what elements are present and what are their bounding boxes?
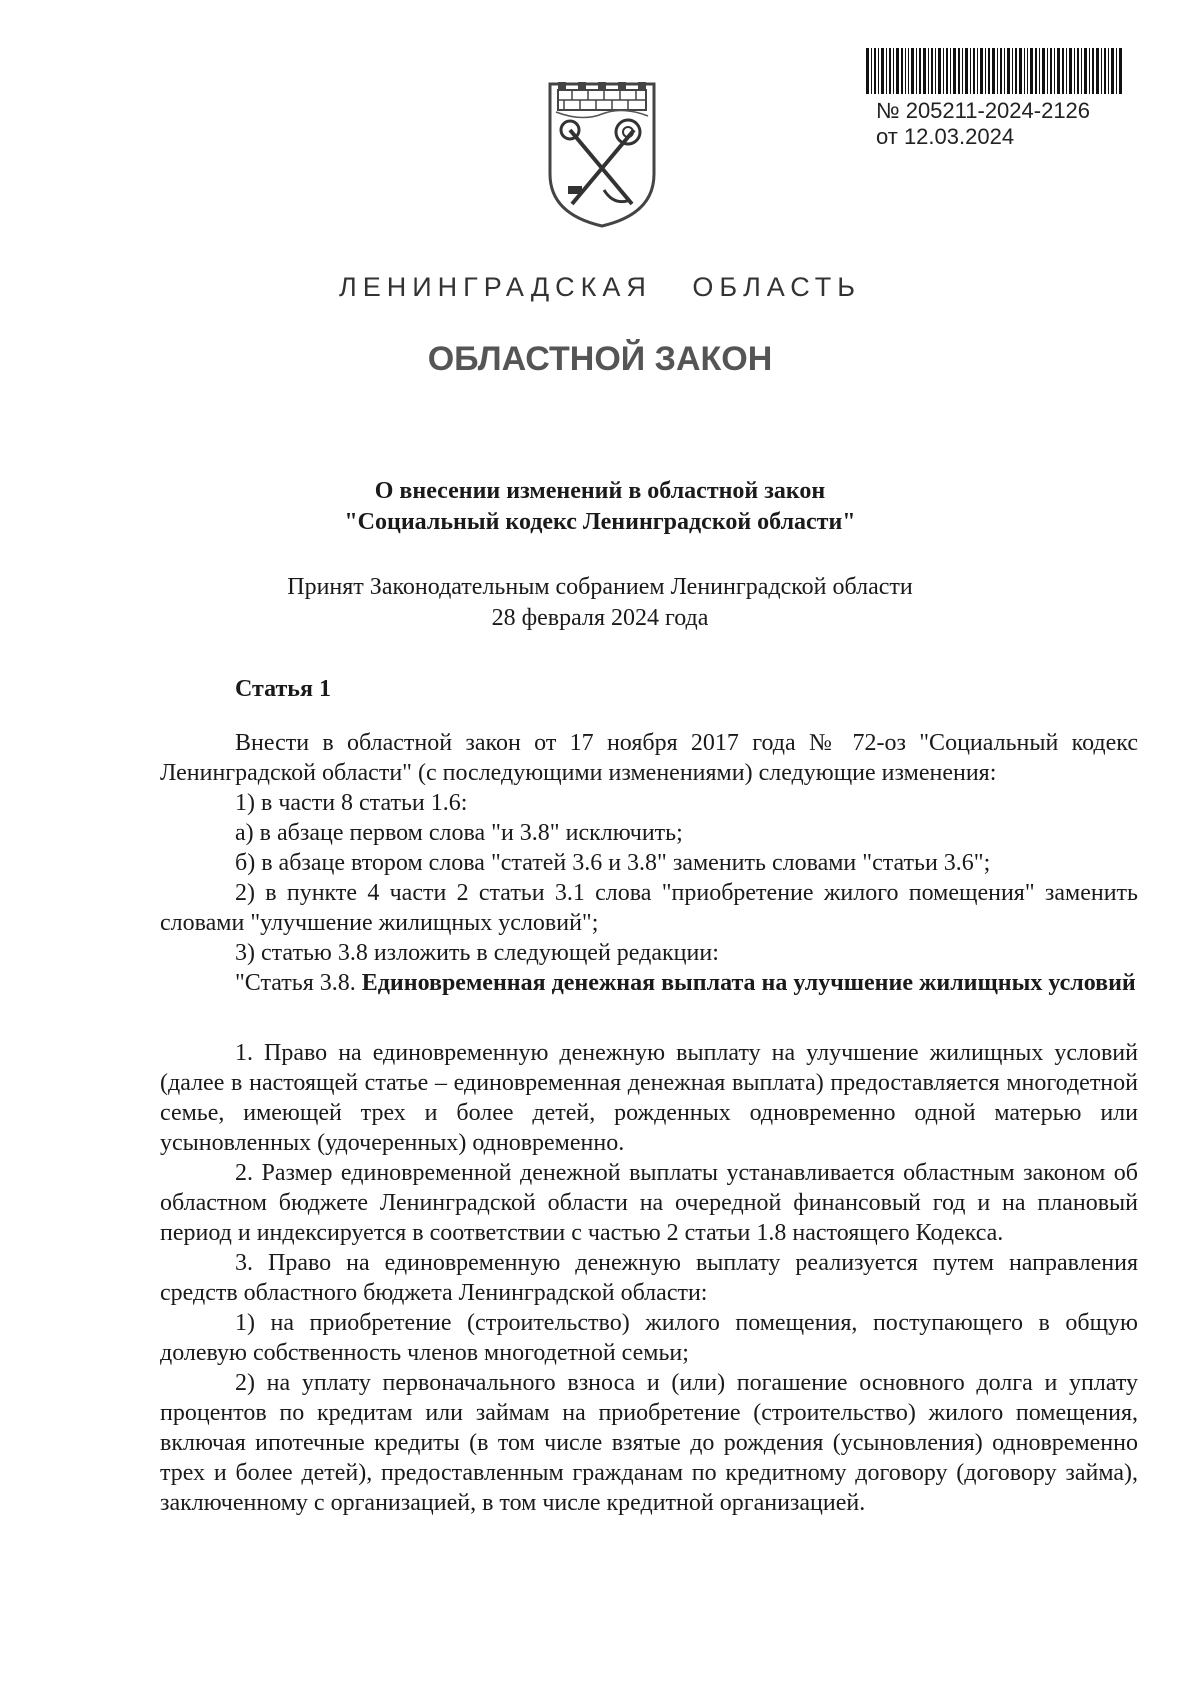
barcode (866, 48, 1122, 94)
paragraph-section-3-2: 2) на уплату первоначального взноса и (или) погашение основного долга и уплату процентов по кредитам или займам на приобретение (строительство) жилого помещения, включая ипотечные кредиты (в том числе взятые до рождения (усыновления) одновременно трех и более детей), предоставленным гражданам по кредитному договору (договору займа), заключенному с организацией, в том числе кредитной организацией. (160, 1370, 1138, 1516)
adoption-date: 28 февраля 2024 года (491, 605, 709, 631)
paragraph-item-1b: б) в абзаце втором слова "статей 3.6 и 3.8" заменить словами "статьи 3.6"; (235, 850, 991, 876)
adoption-note-line-1: Принят Законодательным собранием Ленинградской области (287, 574, 913, 600)
paragraph-intro: Внести в областной закон от 17 ноября 2017 года № 72-оз "Социальный кодекс Ленинградской области" (с последующими изменениями) следующие изменения: (160, 730, 1138, 786)
coat-of-arms-emblem (542, 78, 662, 230)
article-3-8-title: Единовременная денежная выплата на улучшение жилищных условий (361, 970, 1136, 996)
law-title-line-2: "Социальный кодекс Ленинградской области" (344, 509, 856, 535)
paragraph-item-1a: а) в абзаце первом слова "и 3.8" исключить; (235, 820, 683, 846)
paragraph-section-1: 1. Право на единовременную денежную выплату на улучшение жилищных условий (далее в настоящей статье – единовременная денежная выплата) предоставляется многодетной семье, имеющей трех и более детей, рожденных одновременно одной матерью или усыновленных (удочеренных) одновременно. (160, 1040, 1138, 1156)
paragraph-section-2: 2. Размер единовременной денежной выплаты устанавливается областным законом об областном бюджете Ленинградской области на очередной финансовый год и на плановый период и индексируется в соответствии с частью 2 статьи 1.8 настоящего Кодекса. (160, 1160, 1138, 1246)
article-3-8-prefix: "Статья 3.8. (235, 970, 362, 996)
registration-date: от 12.03.2024 (876, 124, 1015, 149)
law-title-line-1: О внесении изменений в областной закон (374, 478, 826, 504)
paragraph-article-3-8-heading (160, 968, 1138, 998)
article-body (160, 728, 1138, 1518)
document-type: ОБЛАСТНОЙ ЗАКОН (427, 340, 773, 378)
paragraph-item-3: 3) статью 3.8 изложить в следующей редакции: (235, 940, 719, 966)
paragraph-section-3: 3. Право на единовременную денежную выплату реализуется путем направления средств областного бюджета Ленинградской области: (160, 1250, 1138, 1306)
adoption-note (0, 572, 1200, 634)
paragraph-item-1: 1) в части 8 статьи 1.6: (235, 790, 468, 816)
article-heading: Статья 1 (235, 676, 331, 702)
region-heading: ЛЕНИНГРАДСКАЯ ОБЛАСТЬ (338, 272, 862, 302)
paragraph-section-3-1: 1) на приобретение (строительство) жилого помещения, поступающего в общую долевую собственность членов многодетной семьи; (160, 1310, 1138, 1366)
registration-number: № 205211-2024-2126 (876, 98, 1091, 123)
law-title (0, 476, 1200, 538)
registration-stamp (876, 98, 1090, 150)
paragraph-item-2: 2) в пункте 4 части 2 статьи 3.1 слова "приобретение жилого помещения" заменить словами "улучшение жилищных условий"; (160, 880, 1138, 936)
